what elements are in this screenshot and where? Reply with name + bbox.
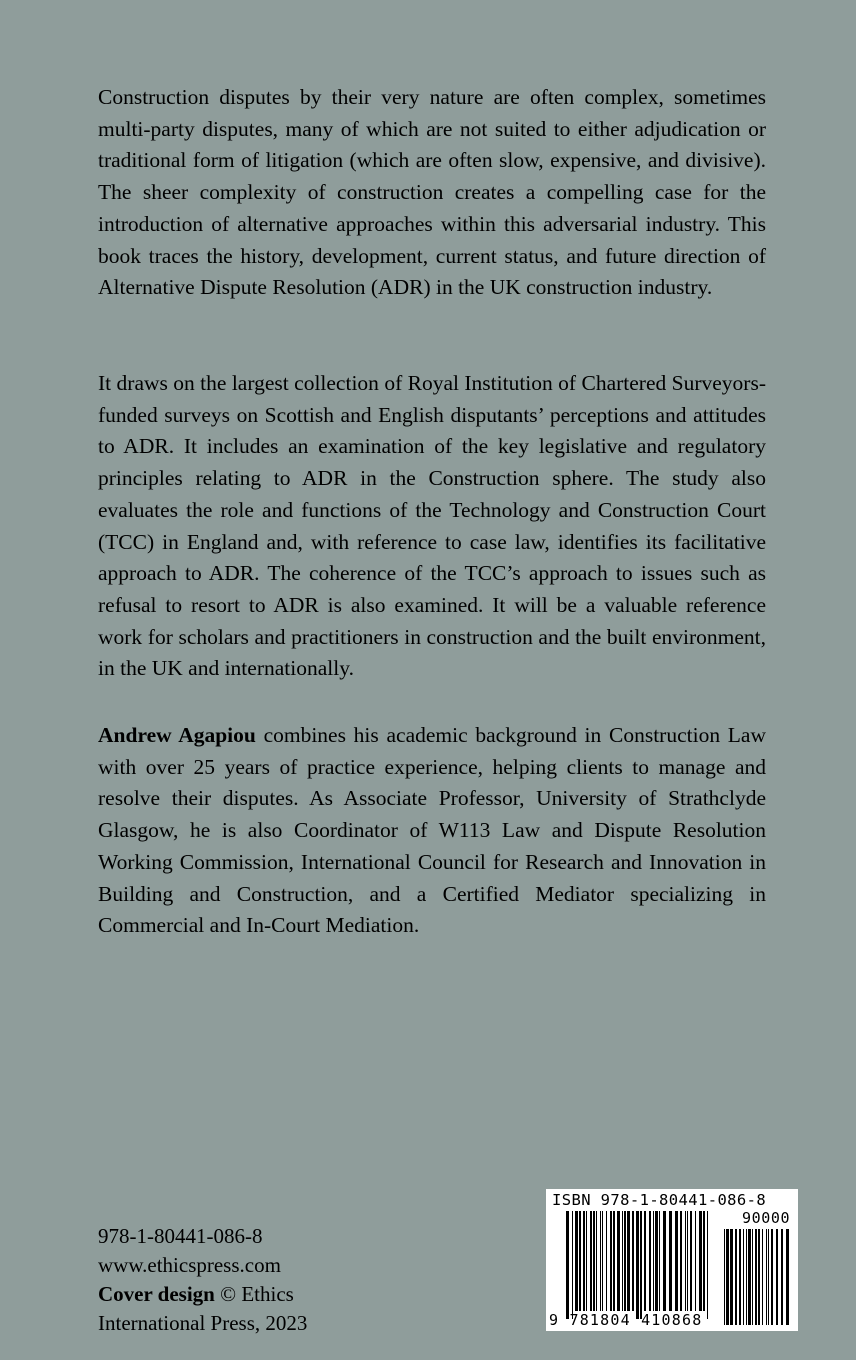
barcode-ean-digits: 9 781804 410868 bbox=[549, 1311, 703, 1329]
barcode-bars-icon bbox=[546, 1189, 798, 1331]
publisher-website: www.ethicspress.com bbox=[98, 1253, 281, 1277]
blurb-paragraph-1: Construction disputes by their very nature are often complex, sometimes multi-party disputes, many of which are not suited to either adjudication or traditional form of litigation (which are often slow, expensive, and divisive). The sheer complexity of construction creates a compelling case for the introduction of alternative approaches within this adversarial industry. This book traces the history, development, current status, and future direction of Alternative Dispute Resolution (ADR) in the UK construction industry. bbox=[98, 85, 766, 300]
blurb-paragraph-2: It draws on the largest collection of Royal Institution of Chartered Surveyors-funded surveys on Scottish and English disputants’ perceptions and attitudes to ADR. It includes an examination of the key legislative and regulatory principles relating to ADR in the Construction sphere. The study also evaluates the role and functions of the Technology and Construction Court (TCC) in England and, with reference to case law, identifies its facilitative approach to ADR. The coherence of the TCC’s approach to issues such as refusal to resort to ADR is also examined. It will be a valuable reference work for scholars and practitioners in construction and the built environment, in the UK and internationally. bbox=[98, 371, 766, 681]
isbn-text: 978-1-80441-086-8 bbox=[98, 1224, 263, 1248]
author-name: Andrew Agapiou bbox=[98, 723, 256, 747]
barcode-addon-number: 90000 bbox=[742, 1209, 791, 1227]
barcode-isbn-label: ISBN 978-1-80441-086-8 bbox=[552, 1191, 767, 1209]
cover-design-label: Cover design bbox=[98, 1282, 215, 1306]
cover-design-credit: © Ethics bbox=[214, 1282, 294, 1306]
author-bio: combines his academic background in Construction Law with over 25 years of practice experience, helping clients to manage and resolve their disputes. As Associate Professor, University of Strathclyde Glasgow, he is also Coordinator of W113 Law and Dispute Resolution Working Commission, International Council for Research and Innovation in Building and Construction, and a Certified Mediator specializing in Commercial and In-Court Mediation. bbox=[98, 723, 766, 938]
isbn-barcode bbox=[546, 1189, 798, 1331]
cover-design-line bbox=[98, 1280, 398, 1309]
author-bio-paragraph bbox=[98, 720, 766, 942]
cover-design-credit-line-2: International Press, 2023 bbox=[98, 1311, 308, 1335]
imprint-footer bbox=[98, 1222, 398, 1338]
